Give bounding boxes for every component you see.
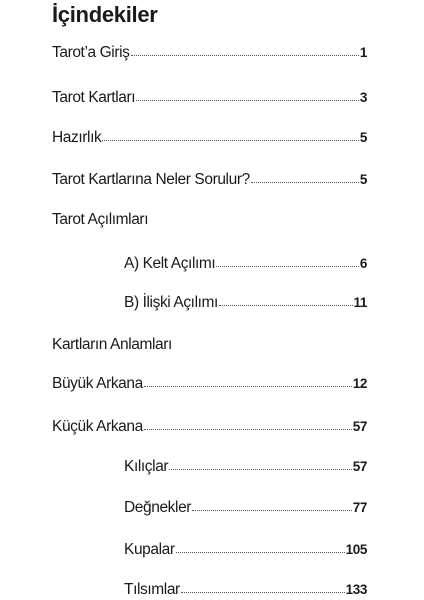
toc-entry <box>52 129 367 147</box>
toc-entry-label: Büyük Arkana <box>52 375 143 392</box>
toc-entry <box>52 418 367 436</box>
toc-entry <box>124 458 367 476</box>
page-title: İçindekiler <box>52 2 158 27</box>
dot-leader <box>216 265 359 267</box>
toc-entry-label: Tılsımlar <box>124 581 180 598</box>
toc-page-number: 57 <box>352 459 367 474</box>
toc-entry <box>52 171 367 189</box>
toc-page-number: 3 <box>359 90 367 105</box>
toc-entry <box>52 375 367 393</box>
toc-entry-label: A) Kelt Açılımı <box>124 255 216 272</box>
toc-entry-label: B) İlişki Açılımı <box>124 294 218 311</box>
toc-page-number: 77 <box>352 500 367 515</box>
toc-page-number: 133 <box>345 582 367 597</box>
toc-entry-label: Hazırlık <box>52 129 102 146</box>
toc-page-number: 57 <box>352 419 367 434</box>
dot-leader <box>131 54 359 56</box>
toc-entry <box>124 294 367 312</box>
dot-leader <box>176 551 345 553</box>
toc-entry <box>124 581 367 599</box>
toc-page-number: 5 <box>359 130 367 145</box>
toc-page-number: 6 <box>359 256 367 271</box>
dot-leader <box>169 468 352 470</box>
dot-leader <box>144 385 352 387</box>
toc-entry-label: Değnekler <box>124 499 192 516</box>
dot-leader <box>181 591 345 593</box>
dot-leader <box>219 304 353 306</box>
dot-leader <box>144 428 352 430</box>
toc-entry <box>52 44 367 62</box>
toc-section-heading: Kartların Anlamları <box>52 336 172 353</box>
toc-entry-label: Tarot’a Giriş <box>52 44 130 61</box>
toc-entry <box>124 255 367 273</box>
toc-page-number: 5 <box>359 172 367 187</box>
dot-leader <box>251 181 359 183</box>
toc-section-heading: Tarot Açılımları <box>52 211 149 228</box>
toc-entry-label: Tarot Kartları <box>52 89 136 106</box>
toc-entry-label: Küçük Arkana <box>52 418 143 435</box>
toc-page-number: 1 <box>359 45 367 60</box>
dot-leader <box>192 509 352 511</box>
dot-leader <box>136 99 359 101</box>
toc-page-number: 11 <box>353 295 367 310</box>
toc-page-number: 12 <box>352 376 367 391</box>
toc-entry <box>52 89 367 107</box>
toc-page-number: 105 <box>345 542 367 557</box>
toc-entry-label: Kılıçlar <box>124 458 169 475</box>
toc-entry <box>124 541 367 559</box>
toc-entry-label: Tarot Kartlarına Neler Sorulur? <box>52 171 250 188</box>
toc-entry-label: Kupalar <box>124 541 175 558</box>
toc-entry <box>124 499 367 517</box>
dot-leader <box>102 139 359 141</box>
